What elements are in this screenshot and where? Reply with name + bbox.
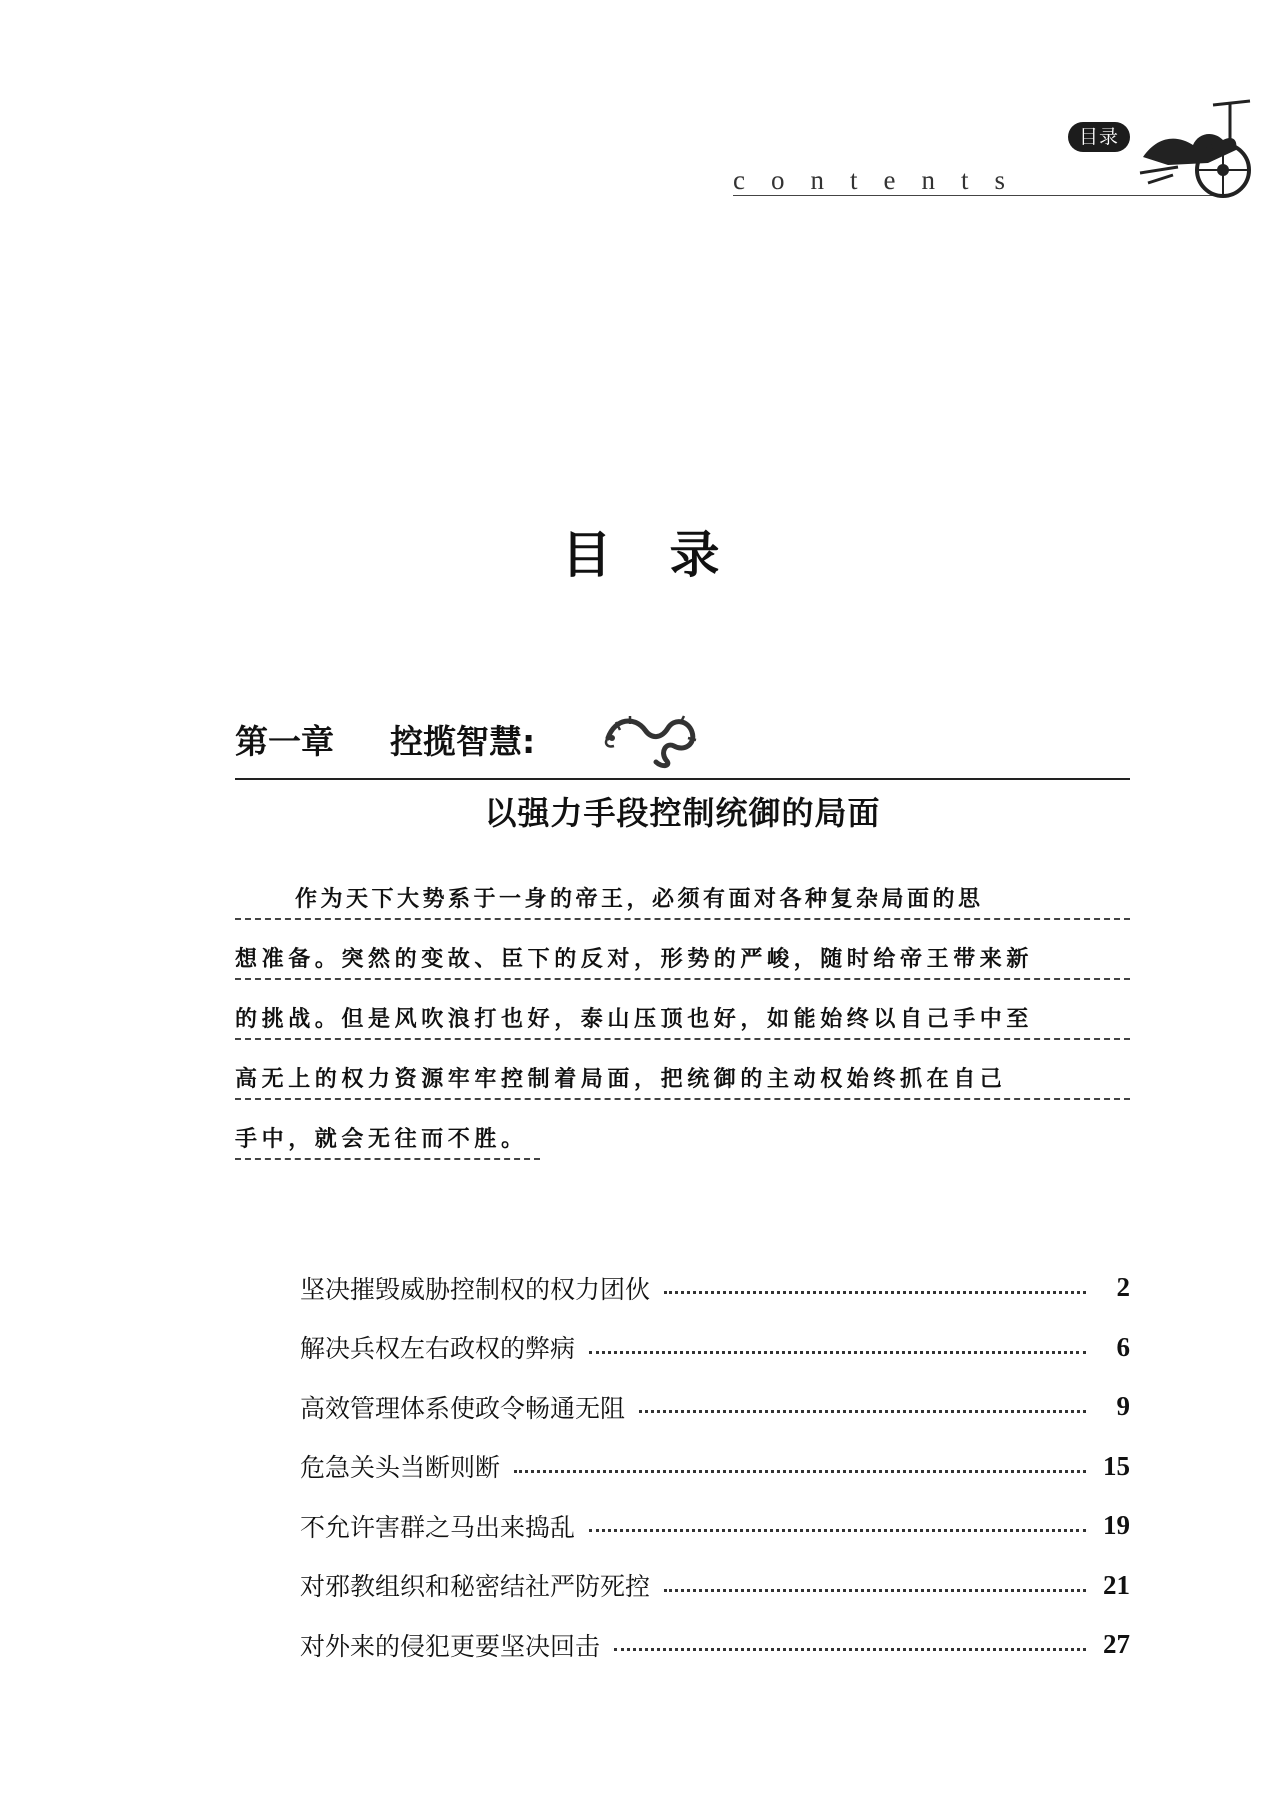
toc-entry-title: 高效管理体系使政令畅通无阻 bbox=[300, 1393, 626, 1423]
dot-leader bbox=[514, 1470, 1086, 1473]
intro-line: 作为天下大势系于一身的帝王，必须有面对各种复杂局面的思 bbox=[235, 880, 1130, 920]
toc-entry-title: 不允许害群之马出来捣乱 bbox=[300, 1512, 576, 1542]
dot-leader bbox=[664, 1589, 1086, 1592]
toc-entry[interactable] bbox=[300, 1437, 1130, 1497]
dot-leader bbox=[589, 1351, 1086, 1354]
page-title: 目录 bbox=[561, 525, 778, 584]
toc-entry-title: 对外来的侵犯更要坚决回击 bbox=[300, 1631, 601, 1661]
intro-line: 高无上的权力资源牢牢控制着局面，把统御的主动权始终抓在自己 bbox=[235, 1060, 1130, 1100]
toc-entry[interactable] bbox=[300, 1318, 1130, 1378]
toc-entry[interactable] bbox=[300, 1615, 1130, 1675]
toc-entry-page: 6 bbox=[1116, 1331, 1130, 1362]
header-word: contents bbox=[733, 165, 1031, 195]
intro-line: 想准备。突然的变故、臣下的反对，形势的严峻，随时给帝王带来新 bbox=[235, 940, 1130, 980]
toc-entry-page: 19 bbox=[1103, 1510, 1130, 1541]
chapter-rule bbox=[235, 778, 1130, 780]
dot-leader bbox=[639, 1410, 1086, 1413]
chapter-name: 控揽智慧: bbox=[390, 722, 536, 761]
dot-leader bbox=[589, 1529, 1086, 1532]
intro-line: 手中，就会无往而不胜。 bbox=[235, 1120, 540, 1160]
toc-entry-title: 解决兵权左右政权的弊病 bbox=[300, 1334, 576, 1364]
toc-entry-page: 15 bbox=[1103, 1450, 1130, 1481]
toc-entry-page: 21 bbox=[1103, 1569, 1130, 1600]
chariot-illustration bbox=[1138, 95, 1253, 203]
toc-entry[interactable] bbox=[300, 1496, 1130, 1556]
toc-entry-title: 对邪教组织和秘密结社严防死控 bbox=[300, 1572, 651, 1602]
toc-entry[interactable] bbox=[300, 1258, 1130, 1318]
header-badge: 目录 bbox=[1068, 122, 1130, 152]
dragon-icon bbox=[600, 708, 700, 770]
chapter-intro bbox=[235, 880, 1130, 1180]
toc-entry-title: 坚决摧毁威胁控制权的权力团伙 bbox=[300, 1274, 651, 1304]
toc-entry[interactable] bbox=[300, 1556, 1130, 1616]
running-header bbox=[733, 95, 1253, 205]
intro-line: 的挑战。但是风吹浪打也好，泰山压顶也好，如能始终以自己手中至 bbox=[235, 1000, 1130, 1040]
chapter-number: 第一章 bbox=[235, 722, 334, 761]
dot-leader bbox=[664, 1291, 1086, 1294]
toc-entry[interactable] bbox=[300, 1377, 1130, 1437]
chapter-subtitle: 以强力手段控制统御的局面 bbox=[484, 794, 881, 832]
toc-entry-title: 危急关头当断则断 bbox=[300, 1453, 501, 1483]
dot-leader bbox=[614, 1648, 1086, 1651]
toc-list bbox=[300, 1258, 1130, 1675]
toc-entry-page: 27 bbox=[1103, 1629, 1130, 1660]
toc-entry-page: 9 bbox=[1116, 1391, 1130, 1422]
toc-entry-page: 2 bbox=[1116, 1272, 1130, 1303]
